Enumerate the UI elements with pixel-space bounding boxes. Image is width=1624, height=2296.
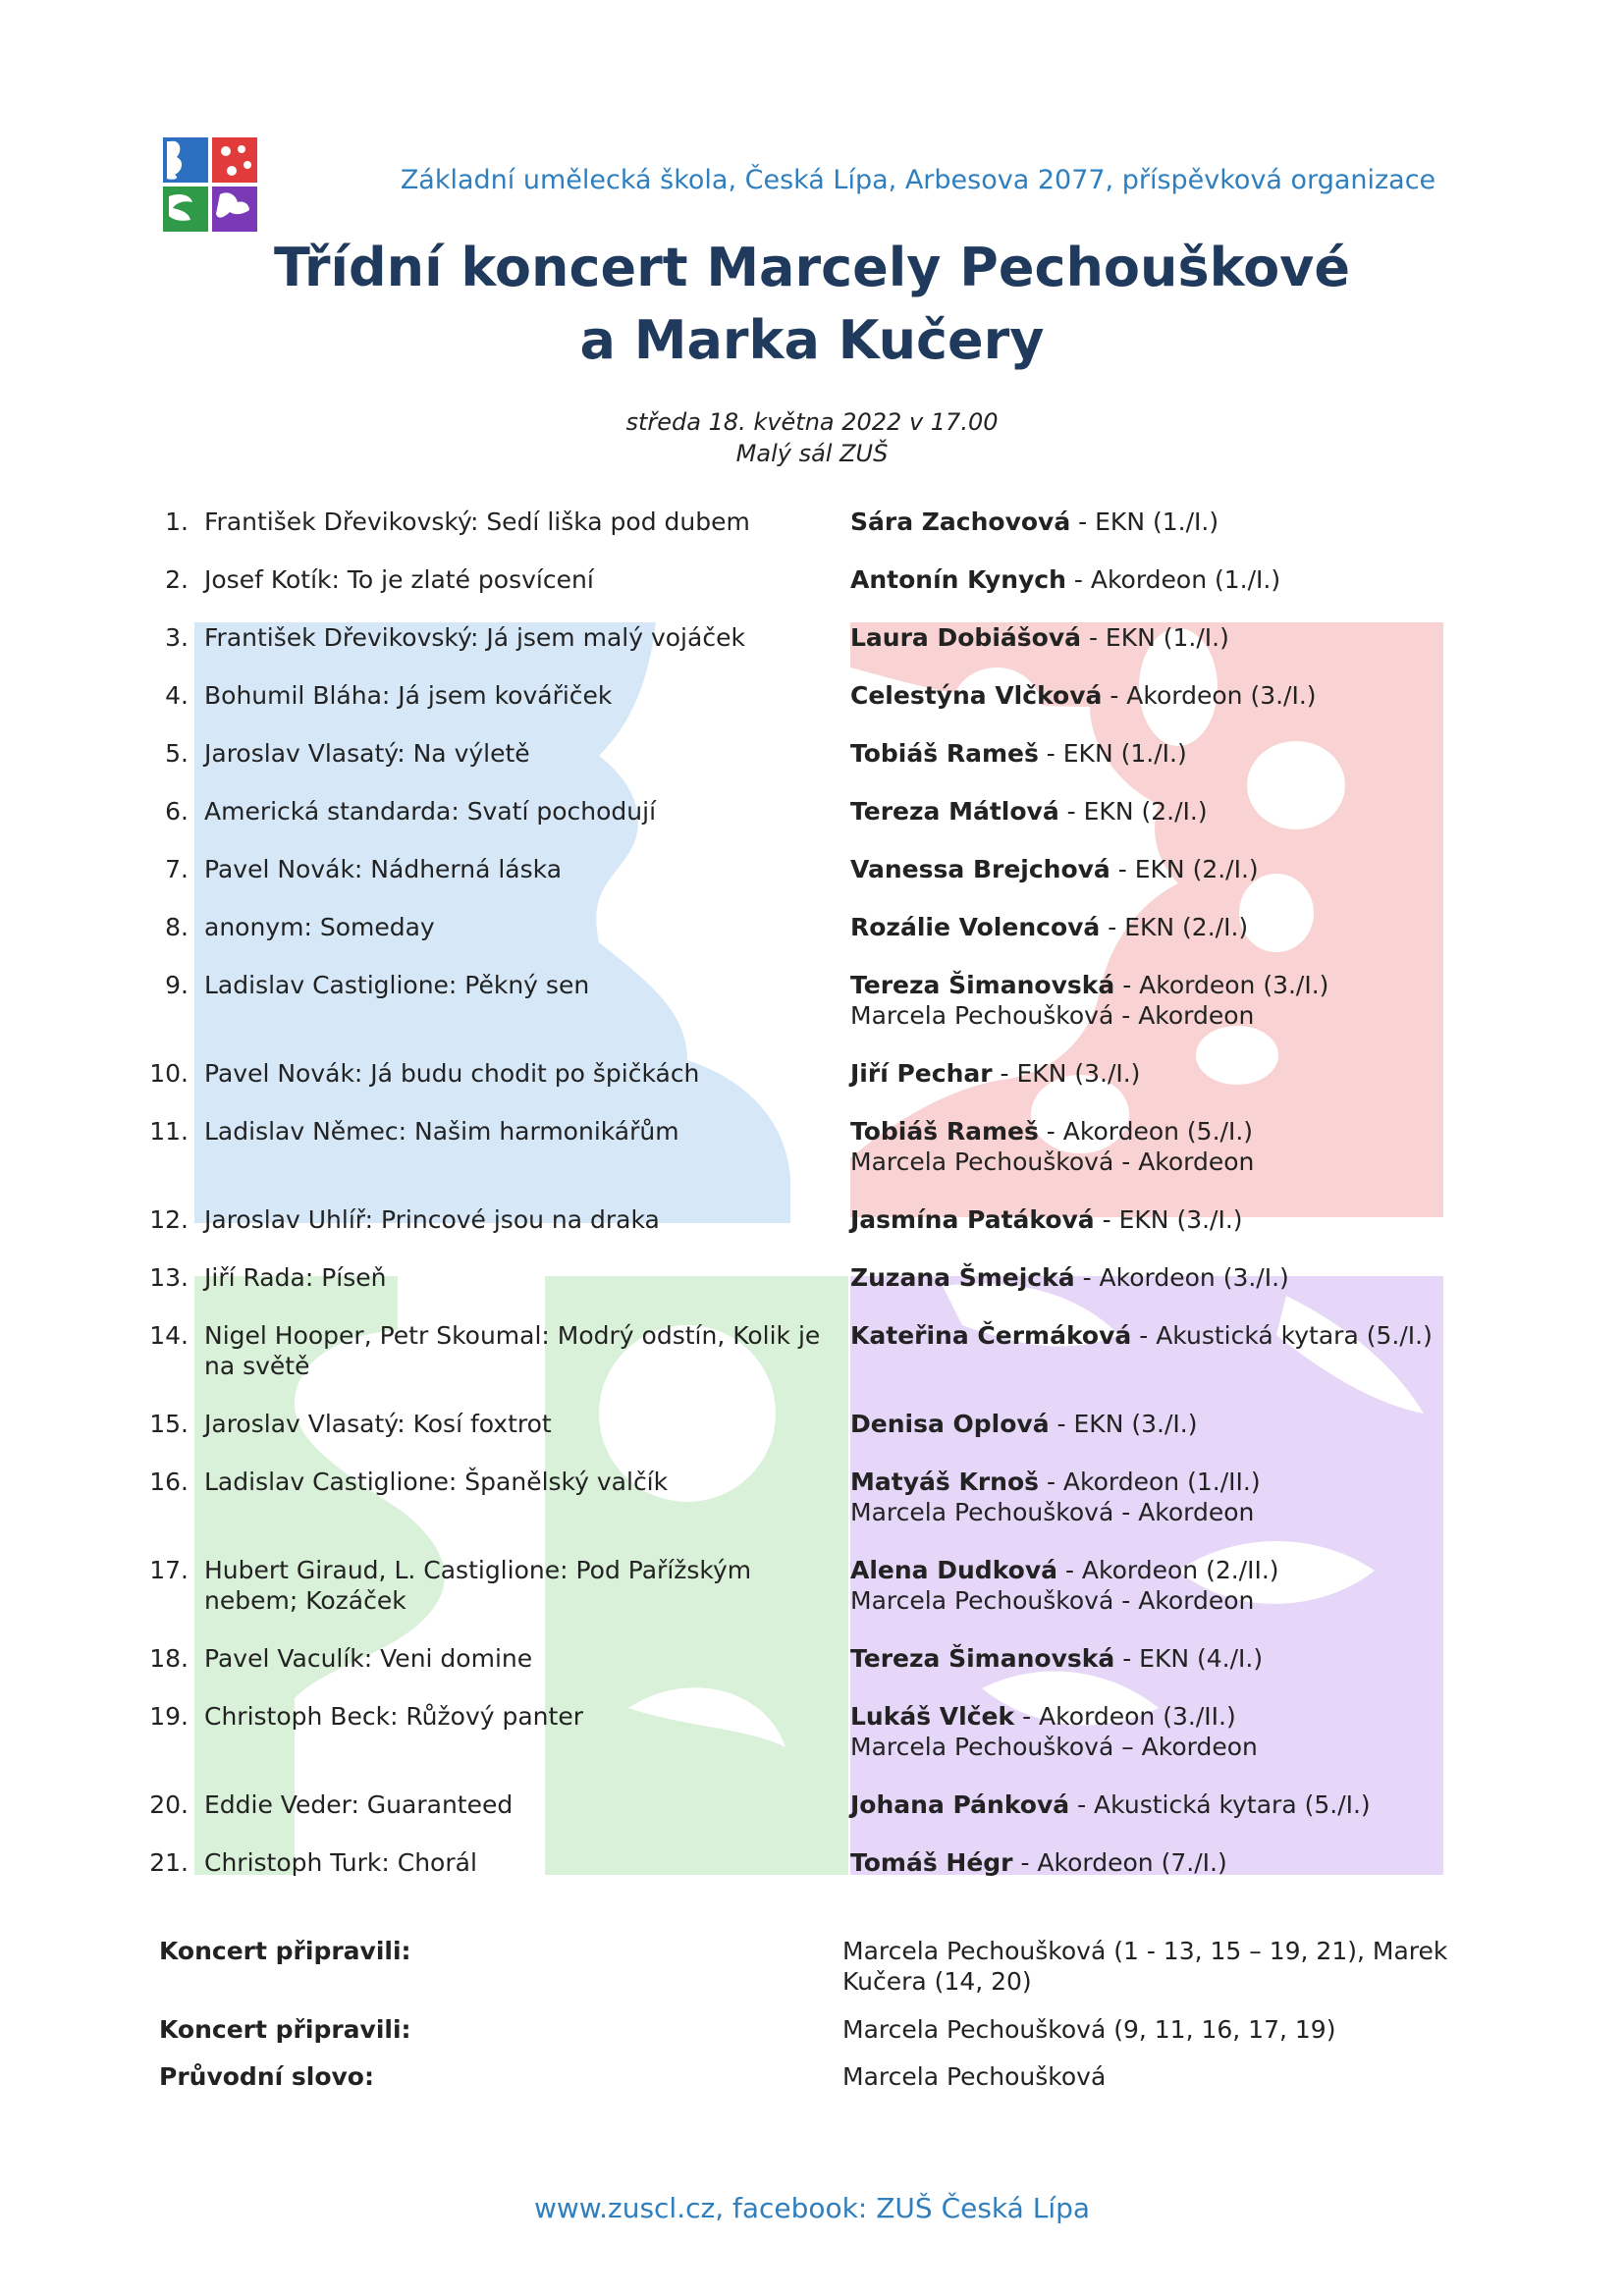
program-item-number: 12. bbox=[149, 1205, 189, 1234]
performer-line bbox=[850, 912, 1479, 942]
program-item-performer-block bbox=[850, 622, 1479, 653]
performer-line bbox=[850, 796, 1479, 827]
program-item-number: 6. bbox=[165, 797, 189, 826]
performer-name: Jasmína Patáková bbox=[850, 1205, 1095, 1234]
school-name: Základní umělecká škola, Česká Lípa, Arbesova 2077, příspěvková organizace bbox=[400, 165, 1436, 195]
performer-name: Jiří Pechar bbox=[850, 1059, 993, 1088]
program-item-piece: Americká standarda: Svatí pochodují bbox=[204, 797, 657, 826]
footer-links: www.zuscl.cz, facebook: ZUŠ Česká Lípa bbox=[533, 2192, 1091, 2224]
accompanist-line: Marcela Pechoušková - Akordeon bbox=[850, 1148, 1255, 1176]
performer-detail: - Akustická kytara (5./I.) bbox=[1077, 1790, 1371, 1819]
program-item-number: 16. bbox=[149, 1468, 189, 1496]
program-item-number: 8. bbox=[165, 913, 189, 941]
program-item-piece: Jaroslav Vlasatý: Na výletě bbox=[204, 739, 530, 768]
performer-line bbox=[850, 564, 1479, 595]
program-item-piece: František Dřevikovský: Sedí liška pod dubem bbox=[204, 507, 750, 536]
performer-name: Antonín Kynych bbox=[850, 565, 1066, 594]
program-item-piece: Bohumil Bláha: Já jsem kovářiček bbox=[204, 681, 613, 710]
program-item-piece: Christoph Turk: Chorál bbox=[204, 1848, 477, 1877]
program-item-number: 11. bbox=[149, 1117, 189, 1146]
performer-detail: - EKN (1./I.) bbox=[1088, 623, 1229, 652]
performer-detail: - EKN (1./I.) bbox=[1078, 507, 1219, 536]
performer-name: Tobiáš Rameš bbox=[850, 739, 1039, 768]
performer-line bbox=[850, 738, 1479, 769]
program-item-number: 3. bbox=[165, 623, 189, 652]
program-item-performer-block bbox=[850, 1847, 1479, 1878]
program-item-performer-block bbox=[850, 970, 1479, 1031]
performer-detail: - EKN (1./I.) bbox=[1046, 739, 1187, 768]
performer-name: Alena Dudková bbox=[850, 1556, 1057, 1584]
performer-name: Tereza Šimanovská bbox=[850, 1644, 1115, 1673]
performer-detail: - EKN (3./I.) bbox=[1000, 1059, 1141, 1088]
performer-line bbox=[850, 680, 1479, 711]
performer-name: Rozálie Volencová bbox=[850, 913, 1101, 941]
accompanist-line: Marcela Pechoušková – Akordeon bbox=[850, 1733, 1258, 1761]
accompanist-line: Marcela Pechoušková - Akordeon bbox=[850, 1001, 1255, 1030]
performer-detail: - EKN (2./I.) bbox=[1117, 855, 1259, 883]
program-item-piece: František Dřevikovský: Já jsem malý vojáček bbox=[204, 623, 745, 652]
performer-detail: - Akustická kytara (5./I.) bbox=[1139, 1321, 1433, 1350]
program-item-piece: Ladislav Castiglione: Španělský valčík bbox=[204, 1468, 669, 1496]
performer-detail: - Akordeon (3./I.) bbox=[1082, 1263, 1289, 1292]
concert-venue: Malý sál ZUŠ bbox=[735, 440, 889, 467]
performer-name: Lukáš Vlček bbox=[850, 1702, 1015, 1731]
performer-name: Tobiáš Rameš bbox=[850, 1117, 1039, 1146]
program-item-performer-block bbox=[850, 1058, 1479, 1089]
school-logo bbox=[163, 137, 257, 232]
performer-line bbox=[850, 970, 1479, 1000]
performer-line bbox=[850, 1262, 1479, 1293]
program-item-number: 15. bbox=[149, 1410, 189, 1438]
program-item-performer-block bbox=[850, 1467, 1479, 1527]
performer-detail: - Akordeon (3./II.) bbox=[1022, 1702, 1236, 1731]
program-item-performer-block bbox=[850, 1262, 1479, 1293]
program-item-number: 9. bbox=[165, 971, 189, 999]
program-item-performer-block bbox=[850, 1643, 1479, 1674]
performer-name: Denisa Oplová bbox=[850, 1410, 1050, 1438]
performer-line bbox=[850, 854, 1479, 884]
performer-line bbox=[850, 1555, 1479, 1585]
performer-name: Zuzana Šmejcká bbox=[850, 1263, 1075, 1292]
performer-name: Sára Zachovová bbox=[850, 507, 1071, 536]
program-item-performer-block bbox=[850, 796, 1479, 827]
program-item-performer-block bbox=[850, 738, 1479, 769]
program-item-number: 20. bbox=[149, 1790, 189, 1819]
performer-detail: - Akordeon (3./I.) bbox=[1110, 681, 1317, 710]
program-item-number: 2. bbox=[165, 565, 189, 594]
program-item-number: 17. bbox=[149, 1556, 189, 1584]
performer-detail: - Akordeon (1./I.) bbox=[1073, 565, 1281, 594]
program-item-number: 1. bbox=[165, 507, 189, 536]
performer-name: Vanessa Brejchová bbox=[850, 855, 1110, 883]
program-item-piece: Hubert Giraud, L. Castiglione: Pod Pařížským nebem; Kozáček bbox=[204, 1556, 752, 1615]
credit-label: Koncert připravili: bbox=[159, 1937, 411, 1965]
performer-detail: - EKN (4./I.) bbox=[1122, 1644, 1264, 1673]
title-line-1: Třídní koncert Marcely Pechouškové bbox=[273, 237, 1350, 298]
performer-line bbox=[850, 1643, 1479, 1674]
program-item-number: 14. bbox=[149, 1321, 189, 1350]
program-item-number: 21. bbox=[149, 1848, 189, 1877]
program-item-performer-block bbox=[850, 1320, 1479, 1351]
performer-name: Laura Dobiášová bbox=[850, 623, 1081, 652]
program-item-piece: Pavel Vaculík: Veni domine bbox=[204, 1644, 533, 1673]
program-item-number: 5. bbox=[165, 739, 189, 768]
performer-name: Matyáš Krnoš bbox=[850, 1468, 1040, 1496]
performer-line bbox=[850, 1789, 1479, 1820]
program-item-piece: Pavel Novák: Nádherná láska bbox=[204, 855, 563, 883]
program-item-piece: Ladislav Castiglione: Pěkný sen bbox=[204, 971, 590, 999]
performer-line bbox=[850, 1847, 1479, 1878]
title-line-2: a Marka Kučery bbox=[579, 309, 1045, 371]
program-item-number: 10. bbox=[149, 1059, 189, 1088]
program-item-performer-block bbox=[850, 1555, 1479, 1616]
performer-detail: - EKN (3./I.) bbox=[1056, 1410, 1198, 1438]
program-item-piece: Christoph Beck: Růžový panter bbox=[204, 1702, 583, 1731]
program-item-number: 18. bbox=[149, 1644, 189, 1673]
program-item-performer-block bbox=[850, 912, 1479, 942]
program-item-performer-block bbox=[850, 854, 1479, 884]
program-item-performer-block bbox=[850, 507, 1479, 537]
performer-line bbox=[850, 622, 1479, 653]
performer-detail: - Akordeon (5./I.) bbox=[1046, 1117, 1254, 1146]
performer-line bbox=[850, 507, 1479, 537]
performer-line bbox=[850, 1320, 1479, 1351]
program-item-piece: Jiří Rada: Píseň bbox=[204, 1263, 387, 1292]
performer-detail: - EKN (3./I.) bbox=[1102, 1205, 1243, 1234]
credit-value: Marcela Pechoušková (9, 11, 16, 17, 19) bbox=[842, 2015, 1336, 2044]
performer-line bbox=[850, 1204, 1479, 1235]
concert-date: středa 18. května 2022 v 17.00 bbox=[625, 408, 999, 436]
program-item-piece: Ladislav Němec: Našim harmonikářům bbox=[204, 1117, 679, 1146]
performer-name: Kateřina Čermáková bbox=[850, 1321, 1132, 1350]
program-item-performer-block bbox=[850, 1789, 1479, 1820]
program-item-piece: Nigel Hooper, Petr Skoumal: Modrý odstín, Kolik je na světě bbox=[204, 1321, 821, 1380]
performer-line bbox=[850, 1467, 1479, 1497]
credit-value: Marcela Pechoušková (1 - 13, 15 – 19, 21), Marek Kučera (14, 20) bbox=[842, 1937, 1448, 1996]
program-item-piece: Jaroslav Vlasatý: Kosí foxtrot bbox=[204, 1410, 552, 1438]
performer-name: Tomáš Hégr bbox=[850, 1848, 1013, 1877]
performer-line bbox=[850, 1409, 1479, 1439]
performer-detail: - Akordeon (3./I.) bbox=[1122, 971, 1329, 999]
program-item-performer-block bbox=[850, 1116, 1479, 1177]
page-title bbox=[157, 232, 1467, 377]
performer-line bbox=[850, 1701, 1479, 1732]
program-item-piece: Jaroslav Uhlíř: Princové jsou na draka bbox=[204, 1205, 660, 1234]
program-item-performer-block bbox=[850, 1409, 1479, 1439]
performer-name: Johana Pánková bbox=[850, 1790, 1070, 1819]
program-item-piece: anonym: Someday bbox=[204, 913, 435, 941]
program-item-performer-block bbox=[850, 1204, 1479, 1235]
program-item-number: 19. bbox=[149, 1702, 189, 1731]
performer-detail: - Akordeon (1./II.) bbox=[1046, 1468, 1261, 1496]
program-item-number: 7. bbox=[165, 855, 189, 883]
performer-name: Tereza Mátlová bbox=[850, 797, 1059, 826]
credit-label: Koncert připravili: bbox=[159, 2015, 411, 2044]
performer-detail: - Akordeon (7./I.) bbox=[1020, 1848, 1227, 1877]
program-item-performer-block bbox=[850, 680, 1479, 711]
credit-label: Průvodní slovo: bbox=[159, 2062, 374, 2091]
performer-detail: - EKN (2./I.) bbox=[1108, 913, 1249, 941]
program-item-performer-block bbox=[850, 564, 1479, 595]
performer-line bbox=[850, 1058, 1479, 1089]
program-item-performer-block bbox=[850, 1701, 1479, 1762]
performer-detail: - Akordeon (2./II.) bbox=[1064, 1556, 1279, 1584]
performer-name: Tereza Šimanovská bbox=[850, 971, 1115, 999]
accompanist-line: Marcela Pechoušková - Akordeon bbox=[850, 1586, 1255, 1615]
program-item-number: 4. bbox=[165, 681, 189, 710]
program-item-piece: Pavel Novák: Já budu chodit po špičkách bbox=[204, 1059, 700, 1088]
performer-line bbox=[850, 1116, 1479, 1147]
credit-value: Marcela Pechoušková bbox=[842, 2062, 1107, 2091]
performer-name: Celestýna Vlčková bbox=[850, 681, 1103, 710]
program-item-piece: Josef Kotík: To je zlaté posvícení bbox=[204, 565, 594, 594]
program-item-number: 13. bbox=[149, 1263, 189, 1292]
performer-detail: - EKN (2./I.) bbox=[1066, 797, 1208, 826]
accompanist-line: Marcela Pechoušková - Akordeon bbox=[850, 1498, 1255, 1526]
concert-info bbox=[157, 406, 1467, 469]
program-item-piece: Eddie Veder: Guaranteed bbox=[204, 1790, 514, 1819]
